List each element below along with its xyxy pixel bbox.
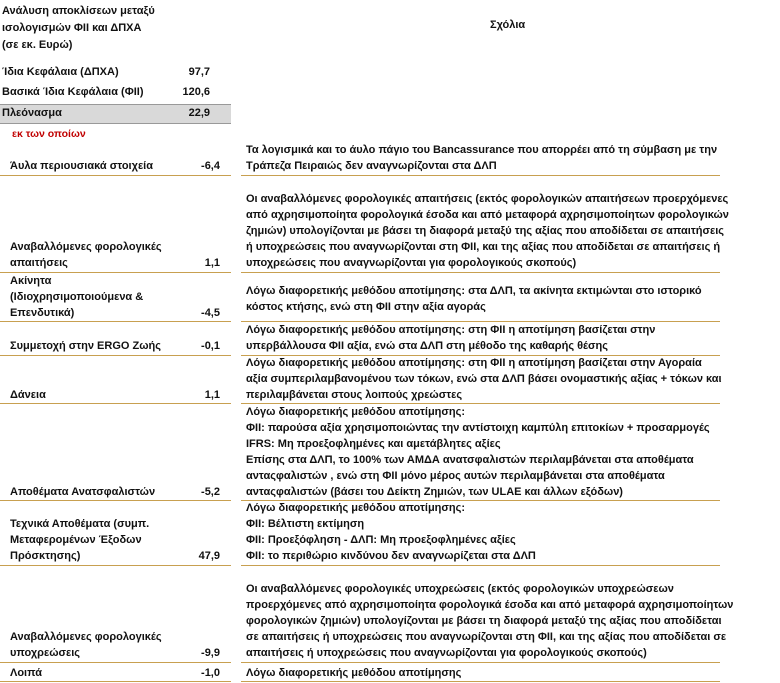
row-label: Λοιπά <box>10 667 42 679</box>
row-value: -1,0 <box>201 667 220 679</box>
summary-row-surplus <box>0 104 231 124</box>
row-comment: Οι αναβαλλόμενες φορολογικές υποχρεώσεις (εκτός φορολογικών υποχρεώσεων προερχόμενες από αχρησιμοποίητα φορολογικά έσοδα και από μεταφορά αχρησιμοποίητων φορολογικών ζημιών) υπολογίζονται με βάσει τη διαφορά μεταξύ της αξίας που αποδίδεται σε απαιτήσεις ή υποχρεώσεις που αναγνωρίζονται στη ΦΙΙ, και της αξίας που αποδίδεται σε απαιτήσεις ή υποχρεώσεις που αναγνωρίζονται για φορολογικούς σκοπούς) <box>246 583 734 659</box>
row-comment: Τα λογισμικά και το άυλο πάγιο του Bancassurance που απορρέει από τη σύμβαση με την Τράπεζα Πειραιώς δεν αναγνωρίζονται στα ΔΛΠ <box>246 144 718 172</box>
summary-value: 120,6 <box>182 86 210 98</box>
row-label: Δάνεια <box>10 389 46 401</box>
row-label: Ακίνητα (Ιδιοχρησιμοποιούμενα & Επενδυτικά) <box>10 275 144 319</box>
title-line: ισολογισμών ΦΙΙ και ΔΠΧΑ <box>2 22 142 34</box>
row-value: -0,1 <box>201 340 220 352</box>
row-label: Αναβαλλόμενες φορολογικές υποχρεώσεις <box>10 631 162 659</box>
row-divider <box>0 403 231 404</box>
row-label: Αποθέματα Ανατσφαλιστών <box>10 486 156 498</box>
summary-label: Ίδια Κεφάλαια (ΔΠΧΑ) <box>2 66 119 78</box>
row-divider <box>241 662 720 663</box>
summary-row-basic-own-funds <box>0 84 231 102</box>
summary-value: 22,9 <box>188 107 210 119</box>
title-line: (σε εκ. Ευρώ) <box>2 39 73 51</box>
row-label: Αναβαλλόμενες φορολογικές απαιτήσεις <box>10 241 162 269</box>
summary-label: Βασικά Ίδια Κεφάλαια (ΦΙΙ) <box>2 86 144 98</box>
row-divider <box>0 662 231 663</box>
row-comment: Λόγω διαφορετικής μεθόδου αποτίμησης: στη ΦΙΙ η αποτίμηση βασίζεται στην υπερβάλλουσα ΦΙΙ αξία, ενώ στα ΔΛΠ στη μέθοδο της καθαρής θέσης <box>246 324 656 352</box>
title-line: Ανάλυση αποκλίσεων μεταξύ <box>2 5 155 17</box>
row-divider <box>241 272 720 273</box>
row-value: 1,1 <box>204 257 220 269</box>
row-divider <box>241 175 720 176</box>
summary-value: 97,7 <box>188 66 210 78</box>
row-value: 47,9 <box>198 550 220 562</box>
row-comment: Λόγω διαφορετικής μεθόδου αποτίμησης: στα ΔΛΠ, τα ακίνητα εκτιμώνται στο ιστορικό κόστος κτήσης, ενώ στη ΦΙΙ στην αξία αγοράς <box>246 285 702 313</box>
row-comment: Λόγω διαφορετικής μεθόδου αποτίμησης: ΦΙΙ: Βέλτιστη εκτίμηση ΦΙΙ: Προεξόφληση - ΔΛΠ: Μη προεξοφλημένες αξίες ΦΙΙ: το περιθώριο κινδύνου δεν αναγνωρίζεται στα ΔΛΠ <box>246 502 536 562</box>
row-value: -9,9 <box>201 647 220 659</box>
row-comment: Οι αναβαλλόμενες φορολογικές απαιτήσεις (εκτός φορολογικών απαιτήσεων προερχόμενες από αχρησιμοποίητα φορολογικά έσοδα και από μεταφορά αχρησιμοποίητων φορολογικών ζημιών) υπολογίζονται με βάσει τη διαφορά μεταξύ της αξίας που αποδίδεται σε απαιτήσεις ή υποχρεώσεις που αναγνωρίζονται στη ΦΙΙ, και της αξίας που αποδίδεται σε απαιτήσεις ή υποχρεώσεις που αναγνωρίζονται για φορολογικούς σκοπούς) <box>246 193 729 269</box>
row-divider <box>241 565 720 566</box>
row-value: 1,1 <box>204 389 220 401</box>
table-title <box>2 3 177 54</box>
row-divider <box>0 355 231 356</box>
row-value: -6,4 <box>201 160 220 172</box>
comments-header: Σχόλια <box>490 19 526 31</box>
row-divider <box>0 500 231 501</box>
summary-row-ifrs-equity <box>0 64 231 82</box>
summary-label: Πλεόνασμα <box>2 107 62 119</box>
row-divider <box>0 681 231 682</box>
row-label: Συμμετοχή στην ERGO Ζωής <box>10 340 161 352</box>
row-divider <box>0 565 231 566</box>
row-divider <box>0 321 231 322</box>
row-comment: Λόγω διαφορετικής μεθόδου αποτίμησης <box>246 667 462 679</box>
row-value: -5,2 <box>201 486 220 498</box>
of-which-label: εκ των οποίων <box>12 128 86 140</box>
row-divider <box>0 175 231 176</box>
row-comment: Λόγω διαφορετικής μεθόδου αποτίμησης: στη ΦΙΙ η αποτίμηση βασίζεται στην Αγοραία αξία συμπεριλαμβανομένου των τόκων, ενώ στα ΔΛΠ βάσει ονομαστικής αξίας + τόκων και περιλαμβάνεται στους λοιπούς χρεώστες <box>246 357 722 401</box>
row-comment: Λόγω διαφορετικής μεθόδου αποτίμησης: ΦΙΙ: παρούσα αξία χρησιμοποιώντας την αντίστοιχη καμπύλη επιτοκίων + προσαρμογές IFRS: Μη προεξοφλημένες και αμετάβλητες αξίες Επίσης στα ΔΛΠ, το 100% των ΑΜΔΑ ανατσφαλιστών περιλαμβάνεται στα αποθέματα ανταςφαλιστών , ενώ στη ΦΙΙ μόνο μέρος αυτών περιλαμβάνεται στα αποθέματα ανταςφαλιστών (βάσει του Δείκτη Ζημιών, των ULAE και άλλων εξόδων) <box>246 406 710 498</box>
row-value: -4,5 <box>201 307 220 319</box>
row-divider <box>241 681 720 682</box>
row-label: Άυλα περιουσιακά στοιχεία <box>10 160 153 172</box>
row-label: Τεχνικά Αποθέματα (συμπ. Μεταφερομένων Έξοδων Πρόσκτησης) <box>10 518 150 562</box>
